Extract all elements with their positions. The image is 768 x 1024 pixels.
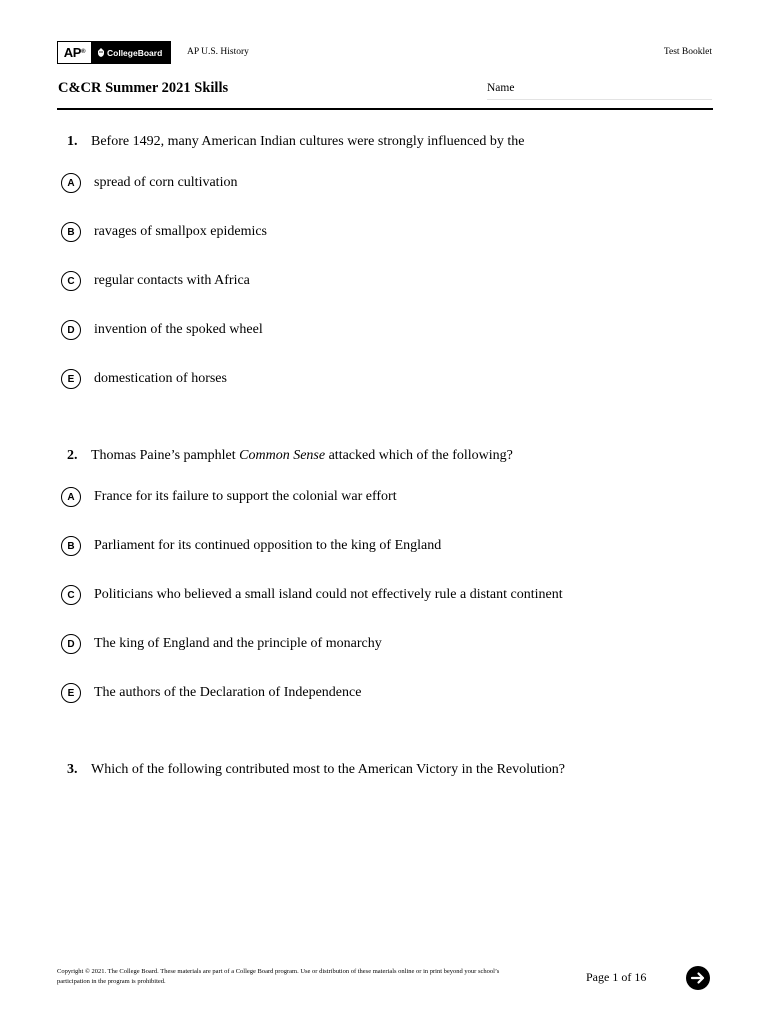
question-2-choice-e[interactable] [61,681,361,705]
choice-text: Parliament for its continued opposition to the king of England [94,538,442,553]
question-2-choice-c[interactable] [61,583,563,607]
choice-bubble[interactable]: E [61,369,81,389]
document-title: C&CR Summer 2021 Skills [58,80,229,96]
question-2-choice-a[interactable] [61,485,397,509]
choice-text: Politicians who believed a small island could not effectively rule a distant continent [94,587,563,602]
choice-bubble[interactable]: C [61,271,81,291]
question-1 [67,134,524,150]
ap-logo: AP ® [58,42,91,63]
booklet-label: Test Booklet [663,47,712,57]
ap-logo-text: AP [63,45,82,60]
question-number: 2. [67,448,78,463]
ap-collegeboard-logo [57,41,171,64]
arrow-right-circle-icon [690,970,706,986]
choice-bubble[interactable]: D [61,634,81,654]
question-2-choice-d[interactable] [61,632,382,656]
question-text: Before 1492, many American Indian cultures were strongly influenced by the [91,134,525,149]
choice-text: regular contacts with Africa [94,273,250,288]
choice-text: The authors of the Declaration of Independence [94,685,362,700]
collegeboard-logo [91,42,170,63]
choice-bubble[interactable]: B [61,536,81,556]
page-number: Page 1 of 16 [586,970,647,984]
question-1-choice-c[interactable] [61,269,250,293]
choice-text: France for its failure to support the colonial war effort [94,489,397,504]
choice-bubble[interactable]: D [61,320,81,340]
choice-bubble[interactable]: B [61,222,81,242]
copyright-notice: Copyright © 2021. The College Board. These materials are part of a College Board program. Use or distribution of these materials online or in print beyond your school’s participation in the program is prohibited. [57,968,500,985]
choice-bubble[interactable]: E [61,683,81,703]
choice-text: The king of England and the principle of monarchy [94,636,382,651]
page-header [57,41,712,65]
choice-text: ravages of smallpox epidemics [94,224,268,239]
choice-bubble[interactable]: A [61,173,81,193]
header-divider [57,108,713,110]
name-label: Name [487,82,515,94]
collegeboard-logo-text: CollegeBoard [107,47,163,58]
question-1-choice-b[interactable] [61,220,267,244]
next-page-button[interactable] [686,966,710,990]
question-text [91,448,513,463]
question-number: 1. [67,134,78,149]
question-1-choice-a[interactable] [61,171,237,195]
question-2 [67,448,513,464]
choice-text: spread of corn cultivation [94,175,238,190]
question-text-after: attacked which of the following? [325,448,513,463]
pamphlet-title: Common Sense [239,448,326,463]
question-text-before: Thomas Paine’s pamphlet [91,448,240,463]
choice-bubble[interactable]: A [61,487,81,507]
course-name: AP U.S. History [187,47,249,57]
question-text: Which of the following contributed most to the American Victory in the Revolution? [91,762,566,777]
question-1-choice-e[interactable] [61,367,227,391]
question-3 [67,762,565,778]
question-number: 3. [67,762,78,777]
choice-bubble[interactable]: C [61,585,81,605]
choice-text: domestication of horses [94,371,227,386]
question-2-choice-b[interactable] [61,534,441,558]
choice-text: invention of the spoked wheel [94,322,263,337]
name-field-line[interactable] [487,99,712,100]
question-1-choice-d[interactable] [61,318,263,342]
acorn-icon [97,48,105,57]
